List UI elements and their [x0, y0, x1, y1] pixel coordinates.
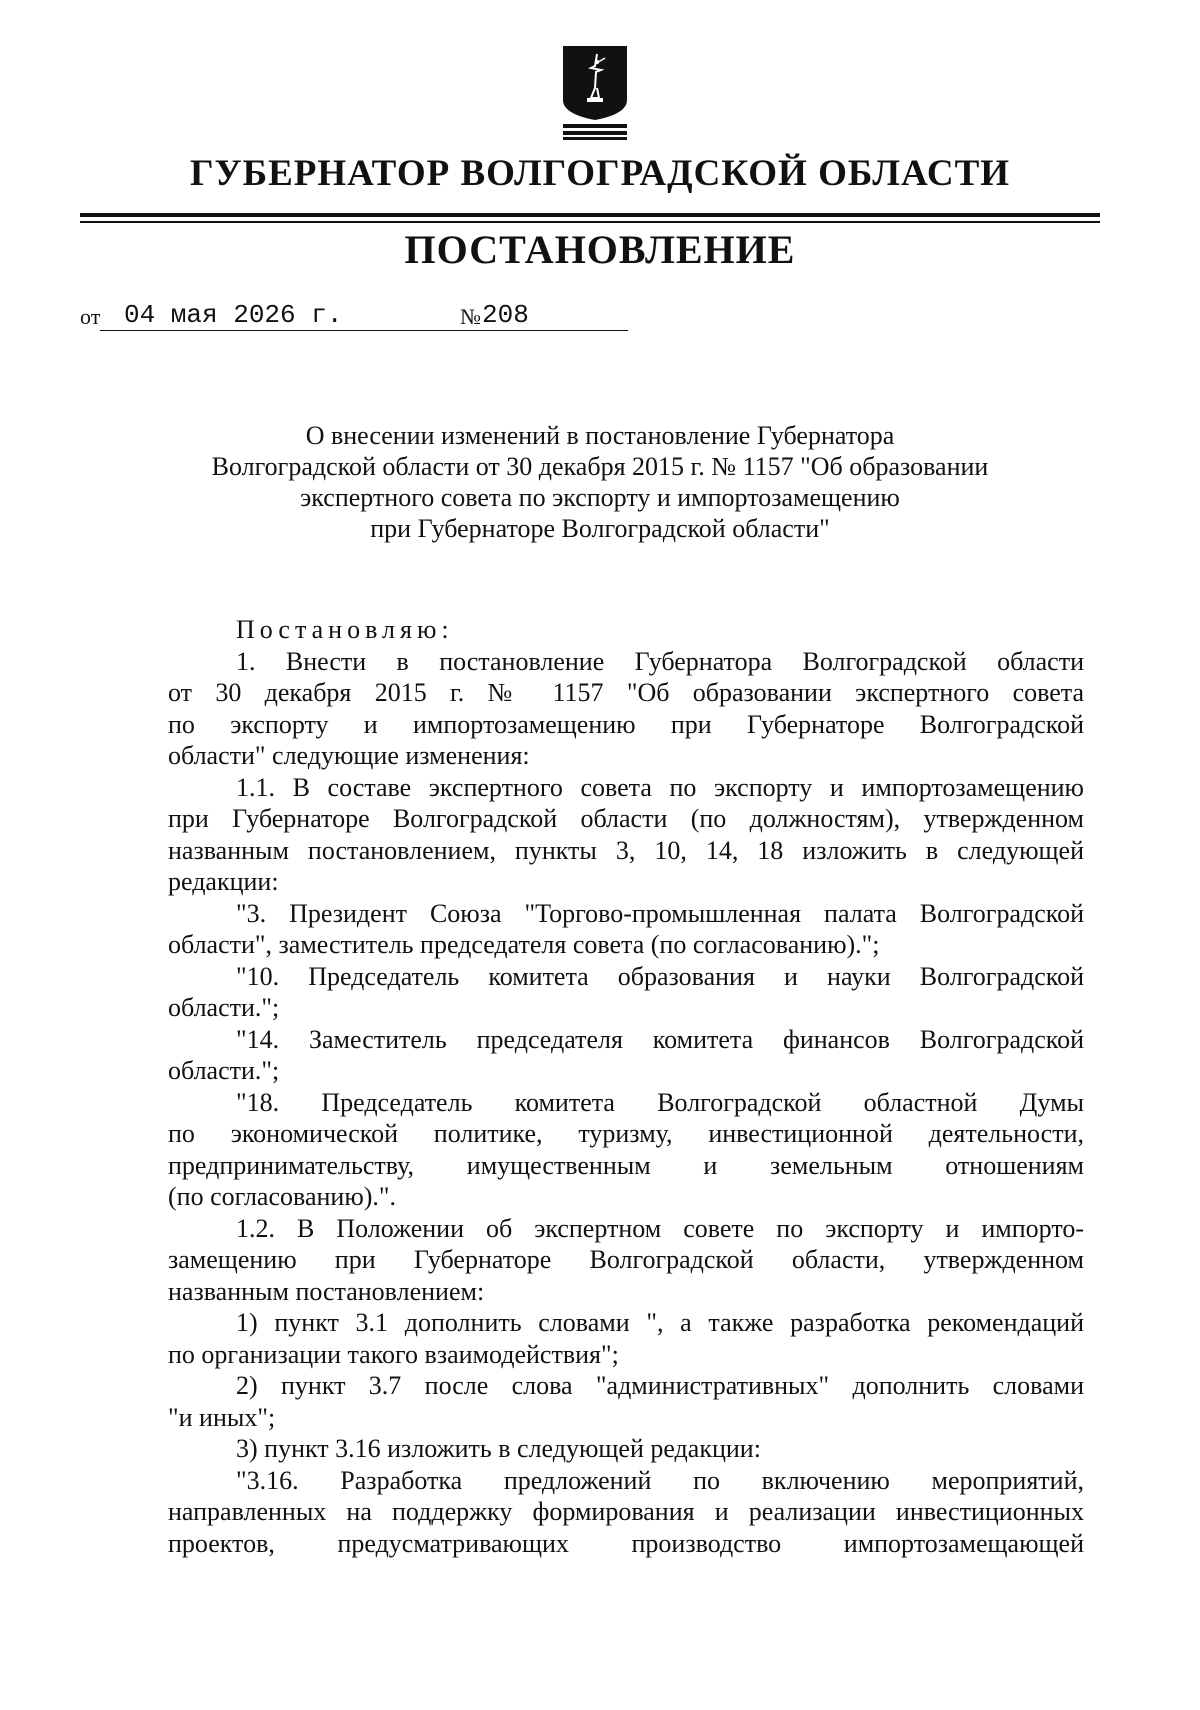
- body-line: при Губернаторе Волгоградской области (по должностям), утвержденном: [168, 804, 1084, 833]
- subject-line: при Губернаторе Волгоградской области": [370, 514, 830, 543]
- body-line: области.";: [168, 993, 280, 1022]
- body-line: области" следующие изменения:: [168, 741, 530, 770]
- coat-of-arms-emblem: [561, 44, 629, 140]
- body-line: по экономической политике, туризму, инвестиционной деятельности,: [168, 1119, 1084, 1148]
- date-value: 04 мая 2026 г.: [124, 300, 343, 330]
- body-line: 1. Внести в постановление Губернатора Волгоградской области: [236, 646, 1084, 676]
- body-line: 1.1. В составе экспертного совета по экспорту и импортозамещению: [236, 772, 1084, 802]
- body-line: "3. Президент Союза "Торгово-промышленная палата Волгоградской: [236, 898, 1084, 928]
- body-line: "14. Заместитель председателя комитета финансов Волгоградской: [236, 1024, 1084, 1054]
- resolution-word: Постановляю:: [236, 615, 454, 644]
- document-type-title: ПОСТАНОВЛЕНИЕ: [404, 227, 796, 272]
- number-prefix: №: [460, 304, 481, 329]
- date-prefix: от: [80, 304, 101, 329]
- body-line: области", заместитель председателя совета (по согласованию).";: [168, 930, 880, 959]
- body-line: (по согласованию).".: [168, 1182, 397, 1211]
- body-line: редакции:: [168, 867, 279, 896]
- header-rule-thin: [80, 221, 1100, 223]
- body-line: 1.2. В Положении об экспертном совете по экспорту и импорто-: [236, 1213, 1084, 1243]
- document-subject: [150, 420, 1050, 544]
- body-line: 3) пункт 3.16 изложить в следующей редакции:: [236, 1434, 761, 1463]
- header-rule-thick: [80, 213, 1100, 217]
- document-body: [168, 614, 1084, 1559]
- number-value: 208: [482, 300, 529, 330]
- body-line: 2) пункт 3.7 после слова "административных" дополнить словами: [236, 1371, 1084, 1400]
- body-line: "18. Председатель комитета Волгоградской областной Думы: [236, 1087, 1084, 1117]
- date-underline: [100, 330, 518, 331]
- body-line: от 30 декабря 2015 г. № 1157 "Об образовании экспертного совета: [168, 678, 1084, 707]
- body-line: по экспорту и импортозамещению при Губернаторе Волгоградской: [168, 709, 1084, 739]
- body-line: направленных на поддержку формирования и реализации инвестиционных: [168, 1497, 1084, 1526]
- body-line: 1) пункт 3.1 дополнить словами ", а также разработка рекомендаций: [236, 1308, 1084, 1337]
- body-line: названным постановлением:: [168, 1276, 485, 1306]
- body-line: предпринимательству, имущественным и земельным отношениям: [168, 1150, 1084, 1180]
- body-line: "3.16. Разработка предложений по включению мероприятий,: [236, 1465, 1084, 1495]
- issuer-title: ГУБЕРНАТОР ВОЛГОГРАДСКОЙ ОБЛАСТИ: [189, 153, 1011, 194]
- body-line: названным постановлением, пункты 3, 10, 14, 18 изложить в следующей: [168, 835, 1084, 865]
- subject-line: экспертного совета по экспорту и импортозамещению: [300, 483, 900, 512]
- body-line: замещению при Губернаторе Волгоградской области, утвержденном: [168, 1245, 1084, 1274]
- coat-of-arms-icon: [561, 44, 629, 140]
- body-line: по организации такого взаимодействия";: [168, 1339, 619, 1369]
- body-line: "10. Председатель комитета образования и науки Волгоградской: [236, 961, 1084, 991]
- number-underline: [482, 330, 628, 331]
- subject-line: Волгоградской области от 30 декабря 2015 г. № 1157 "Об образовании: [211, 452, 989, 481]
- subject-line: О внесении изменений в постановление Губернатора: [305, 421, 895, 450]
- body-line: "и иных";: [168, 1402, 276, 1432]
- body-line: области.";: [168, 1056, 280, 1085]
- body-line: проектов, предусматривающих производство импортозамещающей: [168, 1528, 1084, 1558]
